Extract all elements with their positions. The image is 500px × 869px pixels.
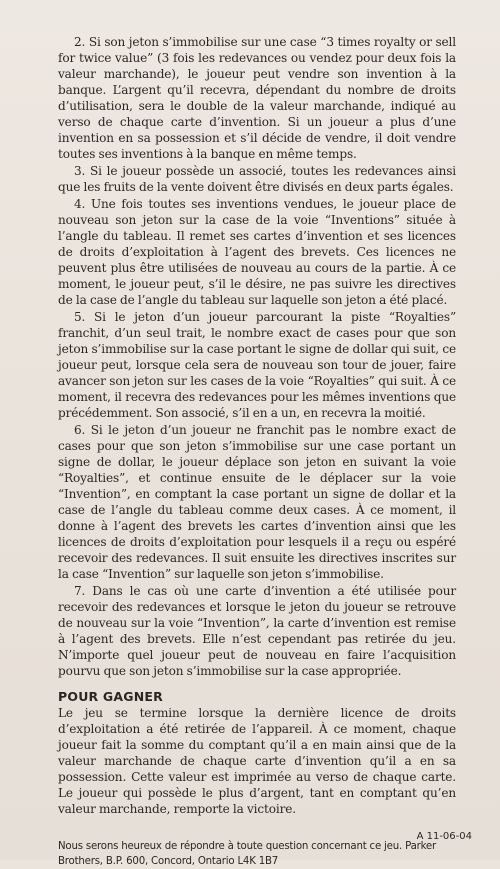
section-heading-win: POUR GAGNER xyxy=(58,689,163,704)
rule-2: 2. Si son jeton s’immobilise sur une case “3 times royalty or sell for twice value” (3 fois les redevances ou vendez pour deux fois la valeur marchande), le joueur peut vendre son invention à la banque. L’argent qu’il recevra, dépendant du nombre de droits d’utilisation, sera le double de la valeur marchande, indiqué au verso de chaque carte d’invention. Si un joueur a plus d’une invention en sa possession et s’il décide de vendre, il doit vendre toutes ses inventions à la banque en même temps. xyxy=(58,35,456,161)
contact-note: Nous serons heureux de répondre à toute question concernant ce jeu. Parker Brothers, B.P. 600, Concord, Ontario L4K 1B7 xyxy=(58,841,436,867)
rule-4: 4. Une fois toutes ses inventions vendues, le joueur place de nouveau son jeton sur la case de la voie “Inventions” située à l’angle du tableau. Il remet ses cartes d’invention et ses licences de droits d’exploitation à l’agent des brevets. Ces licences ne peuvent plus être utilisées de nouveau au cours de la partie. À ce moment, le joueur peut, s’il le désire, ne pas suivre les directives de la case de l’angle du tableau sur laquelle son jeton a été placé. xyxy=(58,197,456,307)
document-code: A 11-06-04 xyxy=(416,831,472,842)
rule-3: 3. Si le joueur possède un associé, toutes les redevances ainsi que les fruits de la vente doivent être divisés en deux parts égales. xyxy=(58,164,456,194)
rule-5: 5. Si le jeton d’un joueur parcourant la piste “Royalties” franchit, d’un seul trait, le nombre exact de cases pour que son jeton s’immobilise sur la case portant le signe de dollar qui suit, ce joueur peut, lorsque cela sera de nouveau son tour de jouer, faire avancer son jeton sur les cases de la voie “Royalties” qui suit. À ce moment, il recevra des redevances pour les mêmes inventions que précédemment. Son associé, s’il en a un, en recevra la moitié. xyxy=(58,310,456,420)
win-paragraph: Le jeu se termine lorsque la dernière licence de droits d’exploitation a été retirée de l’appareil. À ce moment, chaque joueur fait la somme du comptant qu’il a en main ainsi que de la valeur marchande de chaque carte d’invention qu’il a en sa possession. Cette valeur est imprimée au verso de chaque carte. Le joueur qui possède le plus d’argent, tant en comptant qu’en valeur marchande, remporte la victoire. xyxy=(58,706,456,816)
rule-6: 6. Si le jeton d’un joueur ne franchit pas le nombre exact de cases pour que son jeton s’immobilise sur une case portant un signe de dollar, le joueur déplace son jeton en suivant la voie “Royalties”, et continue ensuite de le déplacer sur la voie “Invention”, en comptant la case portant un signe de dollar et la case de l’angle du tableau comme deux cases. À ce moment, il donne à l’agent des brevets les cartes d’invention ainsi que les licences de droits d’exploitation pour lesquels il a reçu ou espéré recevoir des redevances. Il suit ensuite les directives inscrites sur la case “Invention” sur laquelle son jeton s’immobilise. xyxy=(58,423,456,581)
rule-7: 7. Dans le cas où une carte d’invention a été utilisée pour recevoir des redevances et lorsque le jeton du joueur se retrouve de nouveau sur la voie “Invention”, la carte d’invention est remise à l’agent des brevets. Elle n’est cependant pas retirée du jeu. N’importe quel joueur peut de nouveau en faire l’acquisition pourvu que son jeton s’immobilise sur la case appropriée. xyxy=(58,584,456,678)
